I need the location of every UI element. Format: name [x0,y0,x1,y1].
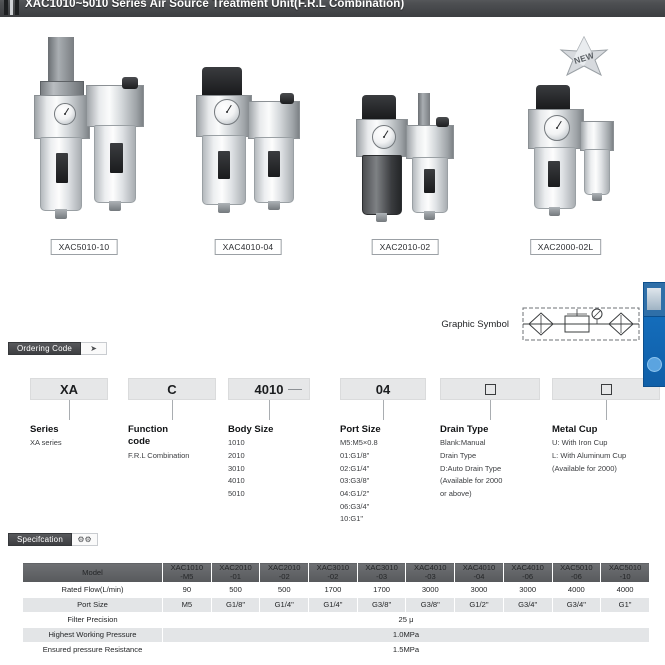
model-name: XAC3010 [365,563,398,572]
row-label: Rated Flow(L/min) [23,582,163,597]
product-caption: XAC5010-10 [51,239,118,255]
model-name: XAC3010 [316,563,350,572]
graphic-symbol [441,305,641,343]
table-header-model-col [357,563,406,583]
new-badge-icon [557,35,611,79]
ordering-code-diagram [0,378,665,524]
cell-value: 1700 [357,582,406,597]
cell-value: 3000 [455,582,504,597]
ordering-column-body-size [228,378,310,500]
ordering-column-drain-type [440,378,540,500]
ordering-column-line: U: With Iron Cup [552,438,608,448]
model-suffix: -M5 [180,572,194,582]
cell-value: G3/8" [406,597,455,612]
ordering-column-title: Drain Type [440,424,489,435]
model-suffix: -06 [522,572,534,582]
ordering-dash-separator [288,389,302,390]
model-suffix: -03 [376,572,388,582]
model-name: XAC4010 [414,563,447,572]
ordering-column-line: Drain Type [440,450,477,460]
ordering-code-value: 04 [340,378,426,400]
ordering-code-value: 4010 [228,378,310,400]
product-image-xac5010 [18,37,150,227]
cell-value: G3/4" [503,597,552,612]
ordering-column-metal-cup [552,378,660,474]
ordering-column-line: L: With Aluminum Cup [552,450,627,460]
ordering-column-line: (Available for 2000 [440,476,503,486]
ordering-column-line: 03:G3/8" [340,476,370,486]
ordering-column-port-size [340,378,426,525]
table-row [23,597,650,612]
table-row [23,642,650,657]
model-name: XAC5010 [608,563,642,572]
specification-table [22,562,650,658]
ordering-column-title-line2: code [128,436,151,448]
ordering-column-title: Port Size [340,424,381,435]
ordering-column-line: 4010 [228,476,245,486]
floating-side-widget[interactable] [643,282,665,387]
ordering-column-line: (Available for 2000) [552,463,617,473]
table-header-model-col [211,563,260,583]
table-row [23,627,650,642]
ordering-column-line: Blank:Manual [440,438,486,448]
ordering-column-line: 02:G1/4" [340,463,370,473]
graphic-symbol-diagram [521,305,641,343]
graphic-symbol-label: Graphic Symbol [441,318,509,330]
ordering-column-line: 10:G1" [340,514,364,524]
cell-value: G1/2" [455,597,504,612]
cell-value: 90 [163,582,212,597]
page-title: XAC1010~5010 Series Air Source Treatment Unit(F.R.L Combination) [25,0,405,10]
product-caption: XAC2010-02 [372,239,439,255]
cell-value-merged: 25 μ [163,612,650,627]
connector-line [383,400,384,420]
cell-value: 4000 [601,582,650,597]
row-label: Filter Precision [23,612,163,627]
model-name: XAC2010 [219,563,252,572]
row-label: Ensured pressure Resistance [23,642,163,657]
model-name: XAC5010 [560,563,593,572]
table-row [23,582,650,597]
side-widget-avatar-panel [644,283,665,317]
connector-line [606,400,607,420]
table-header-model-col [552,563,601,583]
table-row [23,612,650,627]
ordering-column-function-code [128,378,216,461]
header-bar [15,0,19,15]
ordering-column-title: Body Size [228,424,274,435]
model-suffix: -06 [570,572,582,582]
cell-value: 500 [260,582,309,597]
ordering-code-section-bar [8,342,107,355]
cell-value: G1/4" [309,597,358,612]
table-header-model-col [503,563,552,583]
ordering-column-line: M5:M5×0.8 [340,438,378,448]
specification-table-wrapper [22,562,650,658]
product-item[interactable] [18,37,150,252]
product-item[interactable] [350,37,460,252]
product-caption: XAC4010-04 [215,239,282,255]
row-label: Port Size [23,597,163,612]
cell-value: 4000 [552,582,601,597]
ordering-column-line: 3010 [228,463,245,473]
model-name: XAC1010 [170,563,204,572]
gear-icon[interactable]: ⚙⚙ [72,533,98,546]
cell-value: 500 [211,582,260,597]
ordering-code-value [440,378,540,400]
table-header-model-col [260,563,309,583]
ordering-column-series [30,378,108,449]
connector-line [490,400,491,420]
cell-value-merged: 1.5MPa [163,642,650,657]
product-item[interactable] [188,37,308,252]
connector-line [269,400,270,420]
header-bar [10,0,13,15]
connector-line [172,400,173,420]
ordering-column-title-line1: Function [128,424,169,435]
empty-square-icon [485,384,496,395]
model-name: XAC4010 [462,563,496,572]
cell-value-merged: 1.0MPa [163,627,650,642]
page-header [0,0,665,17]
model-suffix: -03 [424,572,436,582]
model-suffix: -04 [473,572,485,582]
model-name: XAC4010 [511,563,544,572]
connector-line [69,400,70,420]
ordering-column-line: F.R.L Combination [128,450,190,460]
model-name: XAC2010 [267,563,301,572]
table-header-model-col [309,563,358,583]
empty-square-icon [601,384,612,395]
model-suffix: -10 [619,572,631,582]
ordering-column-line: or above) [440,488,472,498]
cell-value: G3/8" [357,597,406,612]
avatar [647,288,661,310]
row-label: Highest Working Pressure [23,627,163,642]
specification-section-label: Specifcation [8,533,72,546]
table-header-model-col [163,563,212,583]
ordering-column-title: Metal Cup [552,424,598,435]
table-header-row [23,563,650,583]
ordering-column-line: XA series [30,438,62,448]
ordering-column-title: Series [30,424,59,435]
table-header-model-col [455,563,504,583]
product-gallery [0,30,665,255]
table-header-model-col [601,563,650,583]
ordering-code-value: XA [30,378,108,400]
cell-value: G1/8" [211,597,260,612]
cell-value: 3000 [406,582,455,597]
cell-value: G3/4" [552,597,601,612]
cursor-arrow-icon[interactable]: ➤ [81,342,107,355]
product-item[interactable] [508,37,623,252]
model-suffix: -02 [278,572,290,582]
cell-value: G1" [601,597,650,612]
side-widget-button-icon[interactable] [647,357,662,372]
product-image-xac4010 [188,37,308,227]
ordering-column-line: 06:G3/4" [340,501,370,511]
ordering-column-line: 2010 [228,450,245,460]
ordering-column-line: 01:G1/8" [340,450,370,460]
ordering-column-line: 04:G1/2" [340,488,370,498]
cell-value: 1700 [309,582,358,597]
header-bars-decoration [4,0,19,15]
model-suffix: -02 [327,572,339,582]
product-image-xac2010 [350,37,460,227]
cell-value: M5 [163,597,212,612]
ordering-column-title [128,424,216,449]
table-header-model: Model [23,563,163,583]
ordering-column-line: 1010 [228,438,245,448]
cell-value: G1/4" [260,597,309,612]
model-suffix: -01 [230,572,242,582]
specification-section-bar [8,533,98,546]
header-bar [4,0,8,15]
ordering-column-line: D:Auto Drain Type [440,463,502,473]
ordering-column-line: 5010 [228,488,245,498]
cell-value: 3000 [503,582,552,597]
table-header-model-col [406,563,455,583]
ordering-code-value: C [128,378,216,400]
ordering-code-section-label: Ordering Code [8,342,81,355]
product-caption: XAC2000-02L [530,239,602,255]
new-badge-label: NEW [572,49,596,66]
